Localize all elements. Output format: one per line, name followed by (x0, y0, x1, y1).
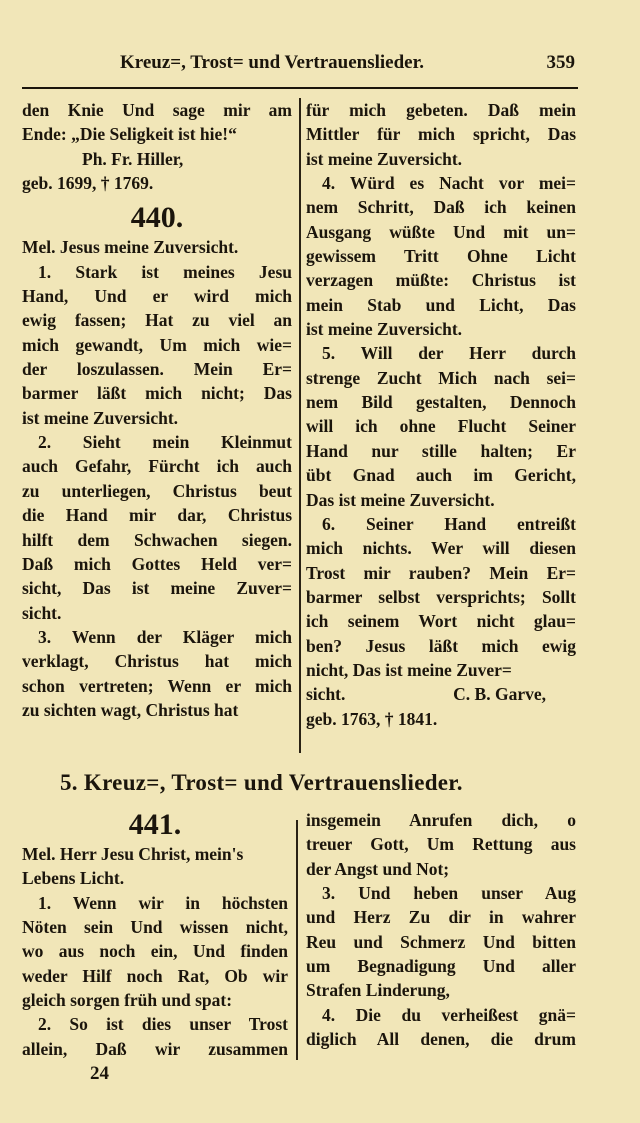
verse-line: auch Gefahr, Fürcht ich auch (22, 456, 292, 477)
author-name: Ph. Fr. Hiller, (82, 148, 184, 169)
page-number: 359 (546, 52, 575, 73)
verse-line: hilft dem Schwachen siegen. (22, 529, 292, 550)
bottom-right-column (306, 808, 576, 1051)
author-line (306, 682, 576, 706)
verse-line: insgemein Anrufen dich, o (306, 810, 576, 830)
header-rule (22, 87, 578, 89)
verse (306, 881, 576, 1003)
verse (306, 808, 576, 881)
verse-line: Ende: „Die Seligkeit ist hie!“ (22, 124, 237, 145)
verse-line: schon vertreten; Wenn er mich (22, 675, 292, 696)
verse-line: weder Hilf noch Rat, Ob wir (22, 965, 288, 986)
verse (22, 625, 292, 722)
verse-line: ich seinem Wort nicht glau= (306, 611, 576, 632)
top-right-column (306, 98, 576, 731)
verse-line: Trost mir rauben? Mein Er= (306, 562, 576, 583)
melody-line: Mel. Herr Jesu Christ, mein's (22, 844, 244, 864)
verse-line: 2. Sieht mein Kleinmut (38, 432, 292, 453)
verse-line: ist meine Zuversicht. (306, 148, 463, 169)
verse (22, 260, 292, 430)
verse-line: sicht. (22, 602, 62, 623)
signature-mark: 24 (90, 1063, 109, 1084)
column-divider-bottom (296, 820, 298, 1060)
verse-line: Das ist meine Zuversicht. (306, 489, 495, 510)
column-divider-top (299, 98, 301, 753)
verse-line: zu unterliegen, Christus beut (22, 480, 292, 501)
verse-line: 3. Wenn der Kläger mich (38, 626, 292, 647)
verse-line: mich gewandt, Um mich wie= (22, 334, 292, 355)
verse-line: 6. Seiner Hand entreißt (322, 513, 576, 534)
verse-line: 2. So ist dies unser Trost (38, 1014, 288, 1035)
verse-line: will ich ohne Flucht Seiner (306, 416, 576, 437)
verse-line: Reu und Schmerz Und bitten (306, 931, 576, 952)
verse (306, 341, 576, 511)
verse-line: Hand nur stille halten; Er (306, 440, 576, 461)
verse-line: 5. Will der Herr durch (322, 343, 576, 364)
verse-line: sicht. (306, 684, 346, 705)
running-title: Kreuz=, Trost= und Vertrauenslieder. (120, 52, 425, 73)
section-heading: 5. Kreuz=, Trost= und Vertrauenslieder. (60, 770, 463, 795)
verse-line: und Herz Zu dir in wahrer (306, 907, 576, 928)
verse-line: diglich All denen, die drum (306, 1029, 576, 1050)
verse-line: allein, Daß wir zusammen (22, 1038, 288, 1059)
verse-line: 3. Und heben unser Aug (322, 883, 576, 904)
verse-line: übt Gnad auch im Gericht, (306, 465, 576, 486)
verse-line: sicht, Das ist meine Zuver= (22, 578, 292, 599)
verse (306, 98, 576, 171)
verse-line: Ausgang wüßte Und mit un= (306, 221, 576, 242)
author-name: C. B. Garve, (453, 684, 546, 705)
verse (22, 98, 292, 147)
hymn-number: 440. (130, 201, 184, 235)
verse-line: der loszulassen. Mein Er= (22, 359, 292, 380)
verse-line: verzagen müßte: Christus ist (306, 270, 576, 291)
verse-line: mich nichts. Wer will diesen (306, 538, 576, 559)
melody-line: Mel. Jesus meine Zuversicht. (22, 237, 239, 258)
verse-line: ben? Jesus läßt mich ewig (306, 635, 576, 656)
verse (22, 1012, 288, 1061)
melody-line: Lebens Licht. (22, 868, 125, 889)
verse-line: nem Schritt, Daß ich keinen (306, 197, 576, 218)
verse (22, 891, 288, 1013)
verse-line: Daß mich Gottes Held ver= (22, 553, 292, 574)
verse-line: den Knie Und sage mir am (22, 100, 292, 120)
verse (306, 512, 576, 682)
verse-line: gewissem Tritt Ohne Licht (306, 246, 576, 267)
verse-line: mein Stab und Licht, Das (306, 294, 576, 315)
verse-line: verklagt, Christus hat mich (22, 651, 292, 672)
verse-line: 1. Wenn wir in höchsten (38, 892, 288, 913)
author-dates: geb. 1763, † 1841. (306, 708, 438, 729)
author-dates: geb. 1699, † 1769. (22, 173, 154, 194)
verse-line: um Begnadigung Und aller (306, 956, 576, 977)
running-header (120, 48, 575, 78)
verse-line: 1. Stark ist meines Jesu (38, 261, 292, 282)
top-left-column (22, 98, 292, 722)
bottom-left-column (22, 806, 288, 1061)
verse-line: Strafen Linderung, (306, 980, 450, 1001)
verse-line: zu sichten wagt, Christus hat (22, 699, 239, 720)
verse (306, 1003, 576, 1052)
verse-line: barmer läßt mich nicht; Das (22, 383, 292, 404)
verse-line: für mich gebeten. Daß mein (306, 100, 576, 120)
verse-line: 4. Würd es Nacht vor mei= (322, 173, 576, 194)
verse-line: die Hand mir dar, Christus (22, 505, 292, 526)
verse-line: nicht, Das ist meine Zuver= (306, 659, 512, 680)
verse-line: ist meine Zuversicht. (306, 319, 463, 340)
verse-line: Hand, Und er wird mich (22, 286, 292, 307)
hymn-number: 441. (128, 808, 182, 841)
verse (22, 430, 292, 625)
verse-line: nem Bild gestalten, Dennoch (306, 392, 576, 413)
verse-line: treuer Gott, Um Rettung aus (306, 834, 576, 855)
verse (306, 171, 576, 341)
verse-line: 4. Die du verheißest gnä= (322, 1004, 576, 1025)
verse-line: ewig fassen; Hat zu viel an (22, 310, 292, 331)
verse-line: der Angst und Not; (306, 858, 450, 879)
verse-line: barmer selbst versprichts; Sollt (306, 586, 576, 607)
verse-line: Nöten sein Und wissen nicht, (22, 917, 288, 938)
verse-line: strenge Zucht Mich nach sei= (306, 367, 576, 388)
verse-line: ist meine Zuversicht. (22, 407, 179, 428)
verse-line: Mittler für mich spricht, Das (306, 124, 576, 145)
verse-line: wo aus noch ein, Und finden (22, 941, 288, 962)
verse-line: gleich sorgen früh und spat: (22, 990, 233, 1011)
